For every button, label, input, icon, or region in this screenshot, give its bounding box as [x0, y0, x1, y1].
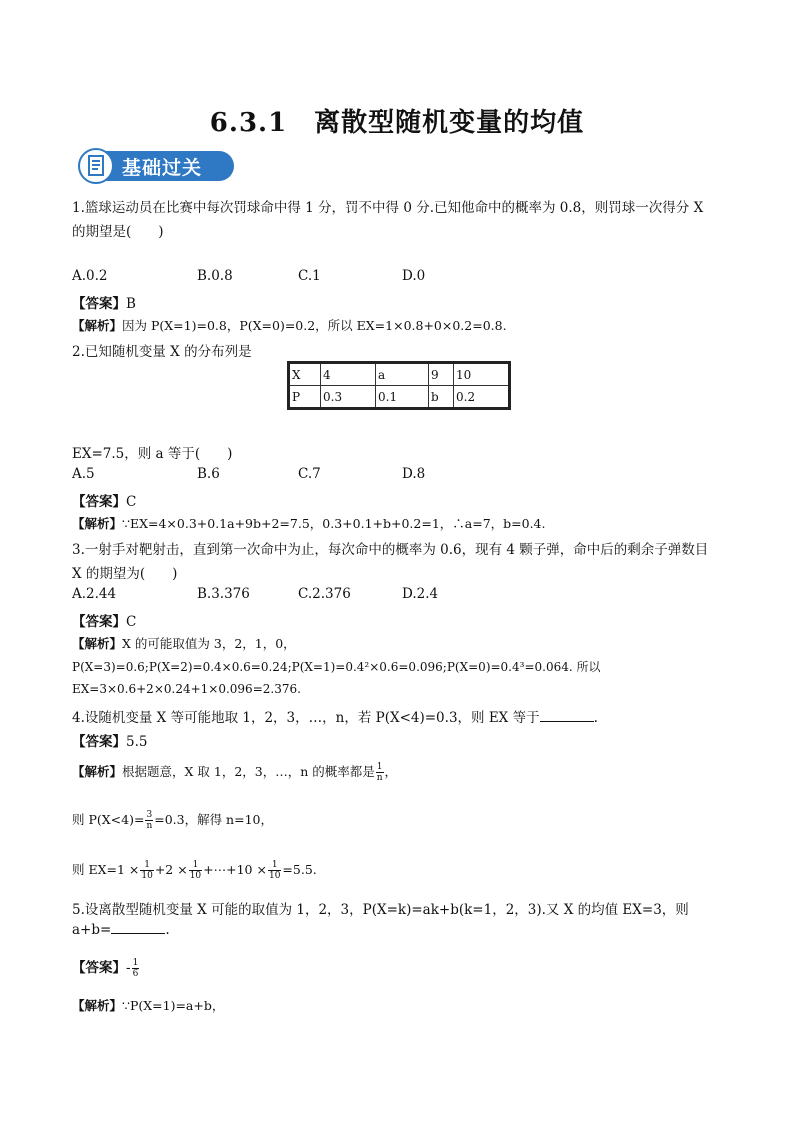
table-cell: b: [429, 386, 454, 409]
q1-stem-line2: 的期望是( ): [72, 224, 164, 240]
q4-analysis-line3: [72, 860, 317, 881]
q5-stem-line2: [72, 922, 170, 938]
table-cell: 10: [454, 363, 510, 386]
fraction: [140, 860, 153, 881]
numerator: 3: [146, 810, 153, 820]
analysis-text-end: ，: [384, 764, 398, 779]
fraction: [132, 958, 140, 979]
q2-option-c: C.7: [298, 466, 321, 482]
q4-answer: [72, 730, 147, 750]
answer-blank: [540, 711, 594, 722]
q5-stem-text: a+b=: [72, 922, 112, 938]
q4-analysis-line1: [72, 762, 397, 783]
answer-value: C: [126, 614, 137, 630]
numerator: 1: [189, 860, 202, 871]
answer-value: B: [126, 296, 136, 312]
answer-value: C: [126, 494, 137, 510]
table-row: [289, 386, 510, 409]
denominator: 10: [268, 871, 281, 881]
q4-analysis-line2: [72, 810, 273, 831]
checklist-icon: [78, 148, 114, 184]
analysis-tag: 【解析】: [72, 998, 123, 1013]
table-cell: 9: [429, 363, 454, 386]
analysis-tag: 【解析】: [72, 516, 123, 531]
q1-answer: [72, 292, 136, 312]
q1-option-b: B.0.8: [197, 268, 233, 284]
table-cell: X: [289, 363, 321, 386]
q3-stem-line1: 3.一射手对靶射击，直到第一次命中为止，每次命中的概率为 0.6，现有 4 颗子弹，命中后的剩余子弹数目: [72, 542, 709, 558]
q2-option-d: D.8: [402, 466, 426, 482]
q2-stem: 2.已知随机变量 X 的分布列是: [72, 344, 252, 360]
analysis-text: 因为 P(X=1)=0.8，P(X=0)=0.2，所以 EX=1×0.8+0×0.2=0.8.: [122, 318, 507, 333]
analysis-tag: 【解析】: [72, 318, 123, 333]
numerator: 1: [268, 860, 281, 871]
analysis-tag: 【解析】: [72, 636, 123, 651]
table-cell: 4: [321, 363, 376, 386]
q4-stem-end: .: [593, 710, 598, 726]
answer-tag: 【答案】: [72, 296, 126, 312]
q5-analysis: [72, 996, 224, 1014]
q1-stem-line1: 1.篮球运动员在比赛中每次罚球命中得 1 分，罚不中得 0 分.已知他命中的概率为 0.8，则罚球一次得分 X: [72, 200, 704, 216]
denominator: 10: [189, 871, 202, 881]
q2-answer: [72, 490, 136, 510]
q3-option-c: C.2.376: [298, 586, 351, 602]
analysis-text: 根据题意，X 取 1，2，3，…，n 的概率都是: [122, 764, 375, 779]
answer-tag: 【答案】: [72, 614, 126, 630]
answer-tag: 【答案】: [72, 494, 126, 510]
fraction: [376, 762, 384, 783]
analysis-text: ∵EX=4×0.3+0.1a+9b+2=7.5，0.3+0.1+b+0.2=1，∴a=7，b=0.4.: [122, 516, 546, 531]
fraction: [268, 860, 281, 881]
table-cell: a: [376, 363, 429, 386]
fraction: [145, 810, 153, 831]
q2-option-a: A.5: [72, 466, 95, 482]
analysis-text: 则 EX=1 ×: [72, 862, 140, 877]
numerator: 1: [376, 762, 383, 772]
table-cell: 0.1: [376, 386, 429, 409]
analysis-text: ∵P(X=1)=a+b，: [122, 998, 225, 1013]
q2-analysis: [72, 514, 545, 532]
q2-option-b: B.6: [197, 466, 220, 482]
q1-option-a: A.0.2: [72, 268, 108, 284]
analysis-text: =5.5.: [282, 862, 317, 877]
q3-analysis-line2: P(X=3)=0.6;P(X=2)=0.4×0.6=0.24;P(X=1)=0.4²×0.6=0.096;P(X=0)=0.4³=0.064. 所以: [72, 660, 601, 674]
table-cell: 0.2: [454, 386, 510, 409]
answer-tag: 【答案】: [72, 960, 126, 976]
q5-stem-end: .: [165, 922, 170, 938]
analysis-text: =0.3，解得 n=10，: [154, 812, 273, 827]
analysis-text: X 的可能取值为 3，2，1，0，: [122, 636, 296, 651]
q1-analysis: [72, 316, 507, 334]
analysis-tag: 【解析】: [72, 764, 123, 779]
q5-answer: [72, 956, 140, 979]
analysis-text: +⋯+10 ×: [203, 862, 267, 877]
q4-stem: [72, 706, 598, 726]
analysis-text: +2 ×: [154, 862, 188, 877]
numerator: 1: [140, 860, 153, 871]
table-cell: P: [289, 386, 321, 409]
q3-stem-line2: X 的期望为( ): [72, 566, 178, 582]
q3-analysis-line3: EX=3×0.6+2×0.24+1×0.096=2.376.: [72, 682, 301, 696]
q4-stem-text: 4.设随机变量 X 等可能地取 1，2，3，…，n，若 P(X<4)=0.3，则 EX 等于: [72, 710, 540, 726]
answer-tag: 【答案】: [72, 734, 126, 750]
q3-option-b: B.3.376: [197, 586, 250, 602]
table-row: [289, 363, 510, 386]
fraction: [189, 860, 202, 881]
distribution-table: [287, 361, 511, 410]
table-cell: 0.3: [321, 386, 376, 409]
answer-value: 5.5: [126, 734, 148, 750]
denominator: 6: [132, 969, 139, 979]
q1-option-d: D.0: [402, 268, 426, 284]
q1-option-c: C.1: [298, 268, 321, 284]
q3-analysis-line1: [72, 634, 296, 652]
q3-answer: [72, 610, 136, 630]
answer-blank: [111, 923, 165, 934]
section-banner: [78, 148, 234, 184]
answer-sign: -: [126, 960, 131, 976]
analysis-text: 则 P(X<4)=: [72, 812, 145, 827]
q5-stem-line1: 5.设离散型随机变量 X 可能的取值为 1，2，3，P(X=k)=ak+b(k=1，2，3).又 X 的均值 EX=3，则: [72, 902, 689, 918]
q2-stem-after: EX=7.5，则 a 等于( ): [72, 446, 233, 462]
q3-option-d: D.2.4: [402, 586, 439, 602]
q3-option-a: A.2.44: [72, 586, 117, 602]
denominator: 10: [141, 871, 153, 881]
denominator: n: [146, 821, 153, 831]
numerator: 1: [132, 958, 139, 968]
denominator: n: [376, 773, 383, 783]
banner-label: 基础过关: [122, 157, 203, 179]
page-title: 6.3.1 离散型随机变量的均值: [209, 108, 585, 138]
